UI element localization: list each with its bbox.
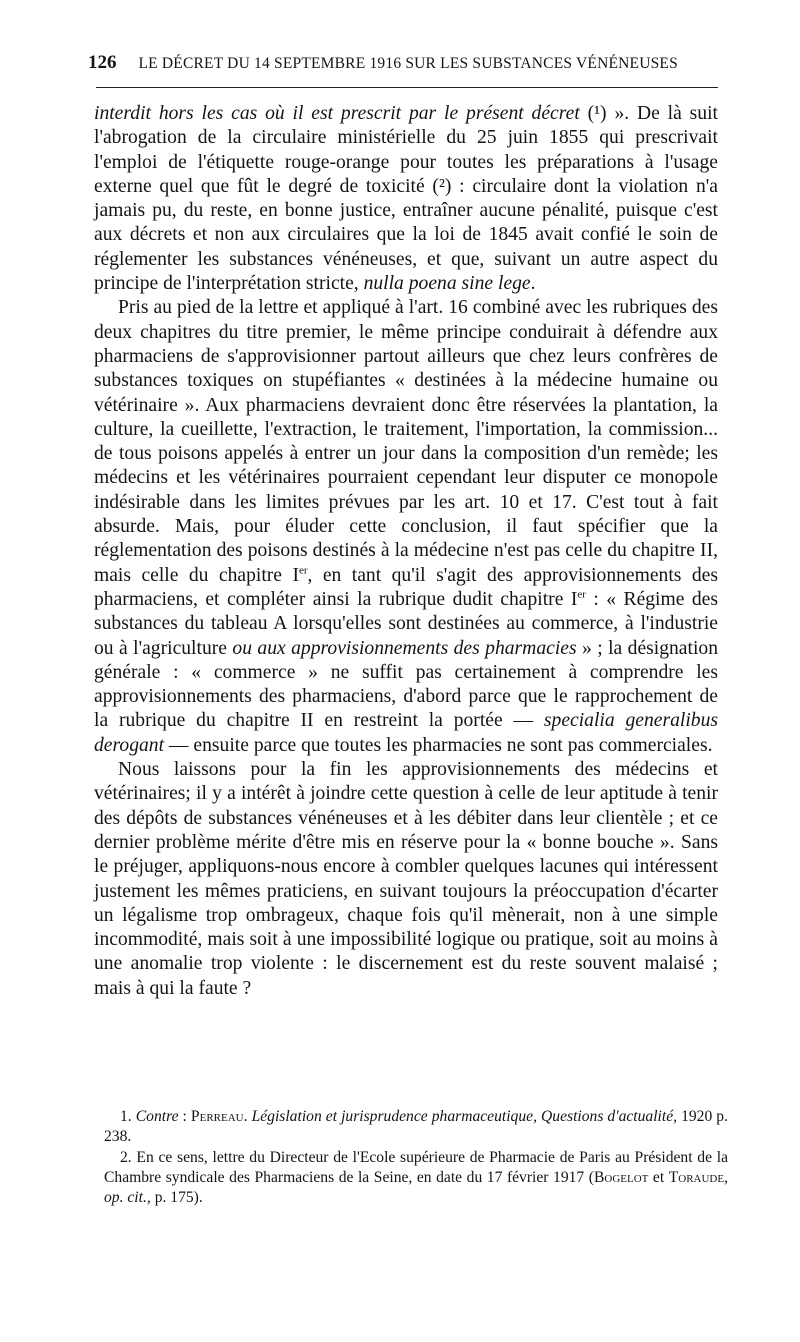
footnote-1-period: . (243, 1108, 252, 1125)
running-head (88, 52, 728, 75)
footnote-1-author: Perreau (190, 1108, 244, 1125)
paragraph-2-text-b: , en tant qu'il s'agit des approvisionnements des pharmaciens, et compléter ainsi la rubrique dudit chapitre I (94, 564, 718, 610)
footnote-2-comma: , (724, 1168, 728, 1186)
footnote-2-et: et (648, 1168, 669, 1186)
paragraph-3-text: Nous laissons pour la fin les approvisionnements des médecins et vétérinaires; il y a intérêt à joindre cette question à celle de leur aptitude à tenir des dépôts de substances vénéneuses et à les débiter dans leur clientèle ; et ce dernier problème mérite d'être mis en réserve pour la « bonne bouche ». Sans le préjuger, appliquons-nous encore à combler quelques lacunes qui intéressent justement les mêmes praticiens, en suivant toujours la préoccupation d'écarter un légalisme trop ombrageux, chaque fois qu'il mènerait, non à une simple incommodité, mais soit à une impossibilité logique ou pratique, soit au moins à une anomalie trop violente : le discernement est du reste souvent malaisé ; mais à qui la faute ? (94, 759, 718, 999)
footnote-2-author-1: Bogelot (593, 1168, 649, 1186)
footnote-ref-2: (²) (432, 175, 452, 197)
paragraph-2-text-e: — ensuite parce que toutes les pharmacies ne sont pas commerciales. (164, 734, 713, 756)
paragraph-1-text-a: ». De là suit l'abrogation de la circulaire ministérielle du 25 juin 1855 qui prescrivait l'emploi de l'étiquette rouge-orange pour toutes les préparations à l'usage externe quel que fût le degré de toxicité (94, 103, 718, 197)
decree-quote: interdit hors les cas où il est prescrit par le présent décret (94, 103, 580, 124)
footnote-1 (104, 1107, 728, 1148)
footnote-ref-1: (¹) (587, 103, 607, 124)
paragraph-3 (94, 758, 718, 1001)
paragraph-2-text-a: Pris au pied de la lettre et appliqué à l'art. 16 combiné avec les rubriques des deux chapitres du titre premier, le même principe conduirait à défendre aux pharmaciens de s'approvisionner partout ailleurs que chez leurs confrères de substances toxiques on stupéfiantes « destinées à la médecine humaine ou vétérinaire ». Aux pharmaciens devraient donc être réservées la plantation, la culture, la cueillette, l'extraction, le traitement, l'importation, la commission... de tous poisons appelés à entrer un jour dans la composition d'un remède; les médecins et les vétérinaires pourraient cependant leur disputer ce monopole indésirable dans les limites prévues par les art. 10 et 17. C'est tout à fait absurde. Mais, pour éluder cette conclusion, il faut spécifier que la réglementation des poisons destinés à la médecine n'est pas celle du chapitre II, mais celle du chapitre I (94, 297, 718, 586)
footnote-1-tail: 1920 p. 238. (104, 1108, 728, 1146)
header-rule (96, 87, 718, 88)
footnote-1-contre: Contre (135, 1108, 179, 1125)
paragraph-2 (94, 296, 718, 758)
footnote-2-op-cit: op. cit. (104, 1189, 147, 1207)
paragraph-1 (94, 102, 718, 296)
paragraph-2-text-d: » ; la désignation générale : « commerce » ne suffit pas certainement à comprendre les approvisionnements des pharmaciens, d'abord parce que le rapprochement de la rubrique du chapitre II en restreint la portée — (94, 637, 718, 732)
footnote-1-number: 1. (120, 1108, 132, 1125)
book-page (88, 52, 728, 1001)
superscript-er-1: er (298, 564, 308, 577)
footnote-2 (104, 1148, 728, 1209)
footnote-2-text: En ce sens, lettre du Directeur de l'Ecole supérieure de Pharmacie de Paris au Président de la Chambre syndicale des Pharmaciens de la Seine, en date du 17 février 1917 ( (104, 1148, 728, 1186)
latin-maxim: nulla poena sine lege (363, 273, 531, 295)
paragraph-2-text-c: : « Régime des substances du tableau A lorsqu'elles sont destinées au commerce, à l'industrie ou à l'agriculture (94, 588, 719, 659)
latin-maxim-specialia: specialia generalibus derogant (94, 710, 719, 756)
main-text (94, 102, 718, 1001)
running-title: LE DÉCRET DU 14 SEPTEMBRE 1916 SUR LES SUBSTANCES VÉNÉNEUSES (138, 55, 678, 72)
paragraph-1-text-b: : circulaire dont la violation n'a jamais pu, du reste, en bonne justice, entraîner aucune pénalité, puisque c'est aux décrets et non aux circulaires que la loi de 1845 avait confié le soin de réglementer les substances vénéneuses, et que, suivant un autre aspect du principe de l'interprétation stricte, (94, 175, 718, 295)
footnotes (104, 1107, 728, 1208)
footnote-2-author-2: Toraude (668, 1168, 725, 1186)
footnote-1-sep: : (178, 1108, 191, 1125)
italic-approvisionnements: ou aux approvisionnements des pharmacies (232, 637, 577, 659)
page-number: 126 (88, 52, 117, 73)
footnote-2-tail: , p. 175). (146, 1189, 203, 1207)
footnote-1-work-title: Législation et jurisprudence pharmaceutique, Questions d'actualité, (251, 1108, 678, 1125)
footnote-2-number: 2. (120, 1148, 132, 1166)
paragraph-1-end: . (530, 273, 536, 295)
superscript-er-2: er (577, 588, 586, 601)
